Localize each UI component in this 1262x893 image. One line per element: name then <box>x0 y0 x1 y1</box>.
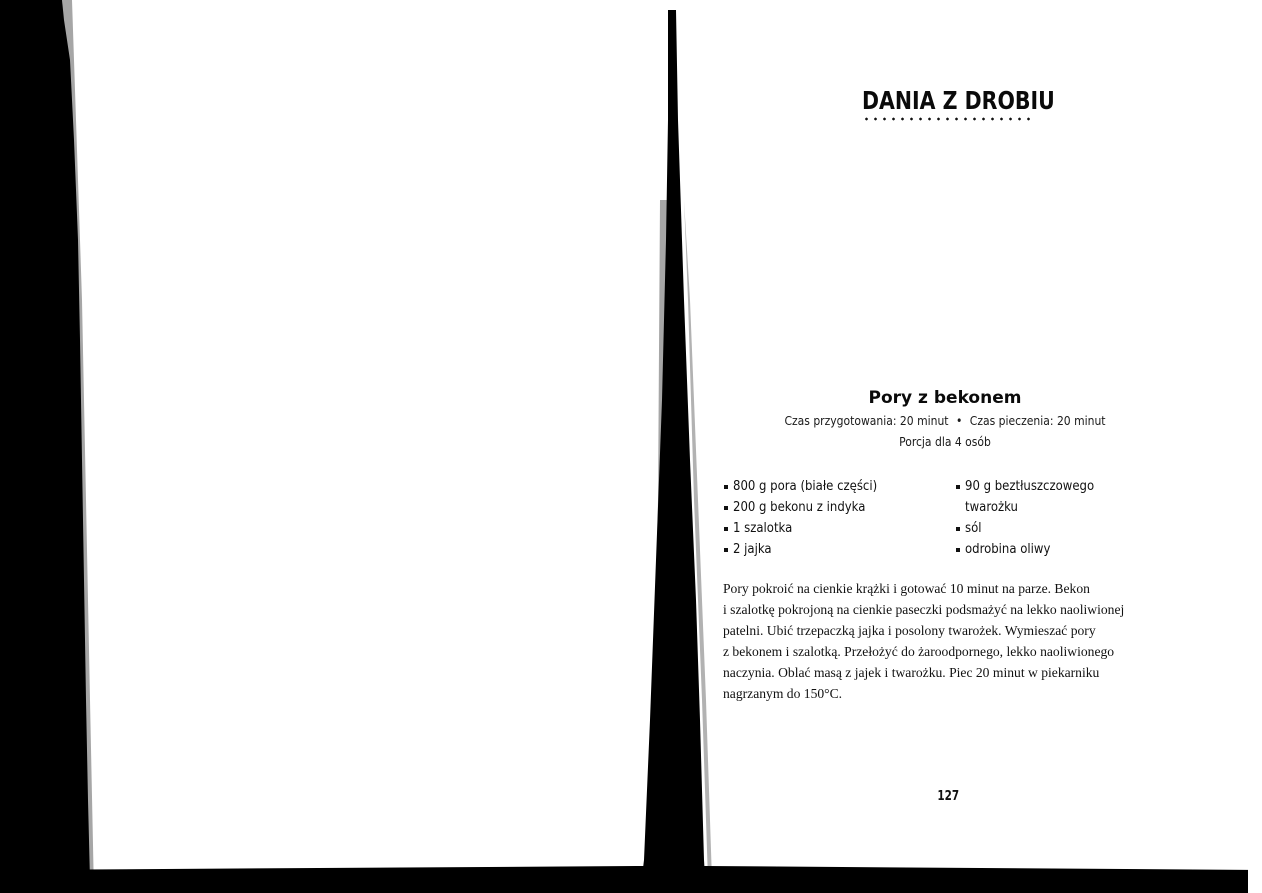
instruction-line: patelni. Ubić trzepaczką jajka i posolony twarożek. Wymieszać pory <box>723 623 1096 638</box>
meta-separator: • <box>955 414 963 428</box>
ingredient-item-continuation: twarożku <box>965 500 1018 515</box>
instruction-line: nagrzanym do 150°C. <box>723 686 843 701</box>
section-title: DANIA Z DROBIU <box>862 86 1055 115</box>
spine-shadow <box>640 10 706 893</box>
prep-time: Czas przygotowania: 20 minut <box>784 414 949 428</box>
ingredients-left-column <box>723 476 943 560</box>
recipe-times <box>720 414 1170 428</box>
title-dotted-underline <box>862 117 1032 121</box>
recipe-instructions <box>723 578 1173 704</box>
instruction-line: naczynia. Oblać masą z jajek i twarożku. Piec 20 minut w piekarniku <box>723 665 1100 680</box>
page-number: 127 <box>937 789 960 804</box>
ingredients-right-column <box>955 476 1155 560</box>
instruction-line: Pory pokroić na cienkie krążki i gotować 10 minut na parze. Bekon <box>723 581 1090 596</box>
instruction-line: z bekonem i szalotką. Przełożyć do żaroodpornego, lekko naoliwionego <box>723 644 1115 659</box>
bake-time: Czas pieczenia: 20 minut <box>969 414 1106 428</box>
ingredient-item: 1 szalotka <box>723 518 943 539</box>
ingredient-item: 2 jajka <box>723 539 943 560</box>
portions: Porcja dla 4 osób <box>899 435 991 449</box>
ingredient-item: 90 g beztłuszczowego <box>955 476 1155 497</box>
ingredient-item: odrobina oliwy <box>955 539 1155 560</box>
ingredient-item: 800 g pora (białe części) <box>723 476 943 497</box>
left-edge-shadow <box>0 0 90 893</box>
ingredient-item: 200 g bekonu z indyka <box>723 497 943 518</box>
ingredient-item: sól <box>955 518 1155 539</box>
recipe-title: Pory z bekonem <box>868 388 1022 408</box>
bottom-edge-shadow <box>0 866 1262 893</box>
instruction-line: i szalotkę pokrojoną na cienkie paseczki podsmażyć na lekko naoliwionej <box>723 602 1125 617</box>
